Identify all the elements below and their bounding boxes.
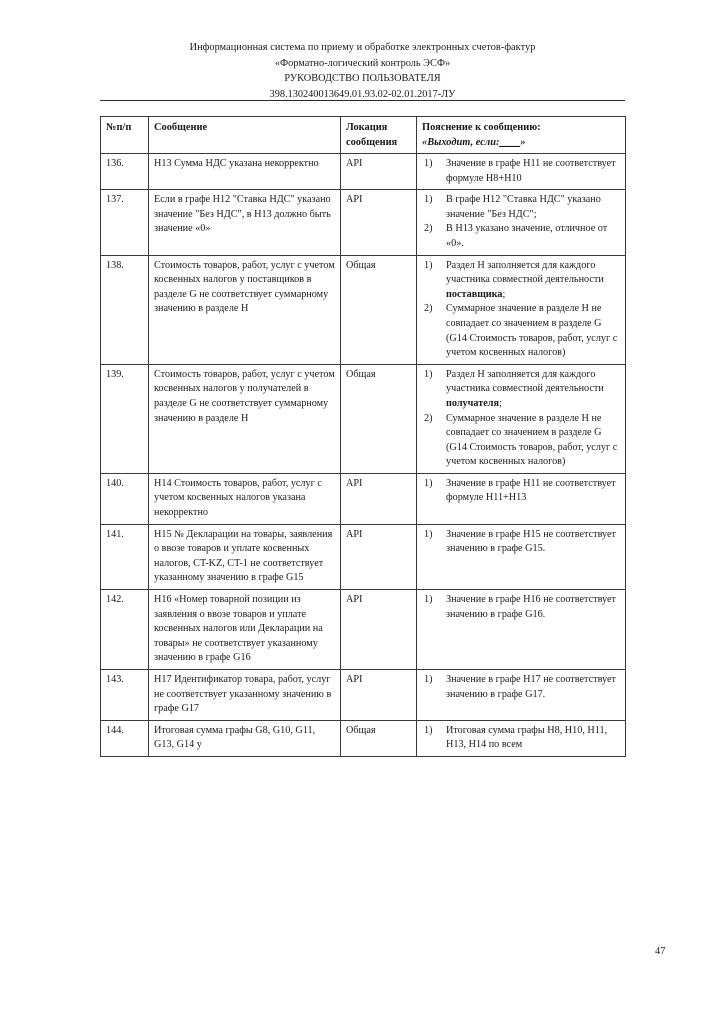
header-line-document-type: РУКОВОДСТВО ПОЛЬЗОВАТЕЛЯ xyxy=(284,73,441,84)
table-row xyxy=(101,670,626,721)
column-header-explanation xyxy=(417,117,626,154)
cell-message: Итоговая сумма графы G8, G10, G11, G13, G14 у xyxy=(149,720,341,756)
cell-location: API xyxy=(341,524,417,589)
cell-location: Общая xyxy=(341,720,417,756)
explanation-item: Значение в графе Н16 не соответствует значению в графе G16. xyxy=(446,594,616,620)
cell-number: 144. xyxy=(101,720,149,756)
cell-explanation xyxy=(417,473,626,524)
explanation-item: Суммарное значение в разделе H не совпадает со значением в разделе G (G14 Стоимость товаров, работ, услуг с учетом косвенных налогов) xyxy=(446,303,618,359)
explanation-item: В Н13 указано значение, отличное от «0». xyxy=(446,223,608,249)
cell-message: Если в графе Н12 "Ставка НДС" указано значение "Без НДС", в Н13 должно быть значение «0» xyxy=(149,190,341,255)
cell-location: Общая xyxy=(341,364,417,473)
explanation-item: Значение в графе Н11 не соответствует формуле Н8+Н10 xyxy=(446,158,616,184)
explanation-list xyxy=(422,528,621,557)
table-row xyxy=(101,154,626,190)
header-line-system-name: Информационная система по приему и обработке электронных счетов-фактур xyxy=(189,42,536,53)
explanation-list xyxy=(422,673,621,702)
cell-explanation xyxy=(417,364,626,473)
explanation-item: Значение в графе Н17 не соответствует значению в графе G17. xyxy=(446,674,616,700)
cell-message: Стоимость товаров, работ, услуг с учетом косвенных налогов у получателей в разделе G не соответствует суммарному значению в разделе H xyxy=(149,364,341,473)
explanation-item: Значение в графе Н11 не соответствует формуле Н11+Н13 xyxy=(446,477,616,504)
explanation-list xyxy=(422,193,621,251)
table-row xyxy=(101,720,626,756)
cell-message: Н16 «Номер товарной позиции из заявления о ввозе товаров и уплате косвенных налогов или Декларации на товары» не соответствует указанному значению в графе G16 xyxy=(149,590,341,670)
cell-number: 137. xyxy=(101,190,149,255)
table-row xyxy=(101,364,626,473)
column-header-number: №п/п xyxy=(101,117,149,154)
cell-number: 138. xyxy=(101,255,149,364)
explanation-list xyxy=(422,368,621,470)
explanation-sub-open: «Выходит, если: xyxy=(422,137,500,148)
table-row xyxy=(101,590,626,670)
header-divider-rule xyxy=(100,100,625,101)
cell-number: 139. xyxy=(101,364,149,473)
explanation-item: Суммарное значение в разделе H не совпадает со значением в разделе G (G14 Стоимость товаров, работ, услуг с учетом косвенных налогов) xyxy=(446,412,618,468)
explanation-emphasis: получателя xyxy=(446,397,499,409)
cell-number: 143. xyxy=(101,670,149,721)
cell-number: 142. xyxy=(101,590,149,670)
cell-message: Н13 Сумма НДС указана некорректно xyxy=(149,154,341,190)
cell-number: 140. xyxy=(101,473,149,524)
cell-explanation xyxy=(417,255,626,364)
explanation-item: Значение в графе Н15 не соответствует значению в графе G15. xyxy=(446,528,616,555)
column-header-location: Локация сообщения xyxy=(341,117,417,154)
cell-explanation xyxy=(417,670,626,721)
cell-message: Н17 Идентификатор товара, работ, услуг не соответствует указанному значению в графе G17 xyxy=(149,670,341,721)
table-body xyxy=(101,154,626,757)
explanation-item: В графе Н12 "Ставка НДС" указано значение "Без НДС"; xyxy=(446,194,601,220)
explanation-list xyxy=(422,259,621,361)
cell-location: API xyxy=(341,590,417,670)
cell-message: Стоимость товаров, работ, услуг с учетом косвенных налогов у поставщиков в разделе G не соответствует суммарному значению в разделе H xyxy=(149,255,341,364)
table-row xyxy=(101,190,626,255)
column-header-message: Сообщение xyxy=(149,117,341,154)
explanation-sub-blank: ____ xyxy=(499,137,521,148)
explanation-list xyxy=(422,477,621,506)
column-header-explanation-title: Пояснение к сообщению: xyxy=(422,122,541,133)
cell-explanation xyxy=(417,190,626,255)
header-line-document-code: 398.130240013649.01.93.02-02.01.2017-ЛУ xyxy=(269,88,456,100)
cell-explanation xyxy=(417,590,626,670)
explanation-list xyxy=(422,593,621,622)
table-header-row xyxy=(101,117,626,154)
explanation-item: Раздел H заполняется для каждого участника совместной деятельности получателя; xyxy=(446,368,604,409)
explanation-list xyxy=(422,157,621,186)
table-row xyxy=(101,473,626,524)
explanation-item: Итоговая сумма графы Н8, Н10, Н11, Н13, Н14 по всем xyxy=(446,724,608,751)
cell-number: 141. xyxy=(101,524,149,589)
cell-number: 136. xyxy=(101,154,149,190)
cell-explanation xyxy=(417,524,626,589)
explanation-emphasis: поставщика xyxy=(446,288,503,300)
page-number: 47 xyxy=(655,946,666,957)
column-header-explanation-subtitle xyxy=(422,135,621,150)
cell-location: API xyxy=(341,670,417,721)
cell-message: Н15 № Декларации на товары, заявления о ввозе товаров и уплате косвенных налогов, CT-KZ, CT-1 не соответствует указанному значению в графе G15 xyxy=(149,524,341,589)
table-row xyxy=(101,524,626,589)
table-row xyxy=(101,255,626,364)
cell-explanation xyxy=(417,154,626,190)
explanation-item: Раздел H заполняется для каждого участника совместной деятельности поставщика; xyxy=(446,259,604,300)
explanation-list xyxy=(422,724,621,753)
cell-location: API xyxy=(341,154,417,190)
header-line-subtitle: «Форматно-логический контроль ЭСФ» xyxy=(274,57,451,69)
explanation-sub-close: » xyxy=(520,137,526,148)
error-messages-table xyxy=(100,116,626,757)
cell-location: API xyxy=(341,190,417,255)
cell-message: Н14 Стоимость товаров, работ, услуг с учетом косвенных налогов указана некорректно xyxy=(149,473,341,524)
cell-location: Общая xyxy=(341,255,417,364)
document-header xyxy=(100,40,625,102)
cell-location: API xyxy=(341,473,417,524)
cell-explanation xyxy=(417,720,626,756)
